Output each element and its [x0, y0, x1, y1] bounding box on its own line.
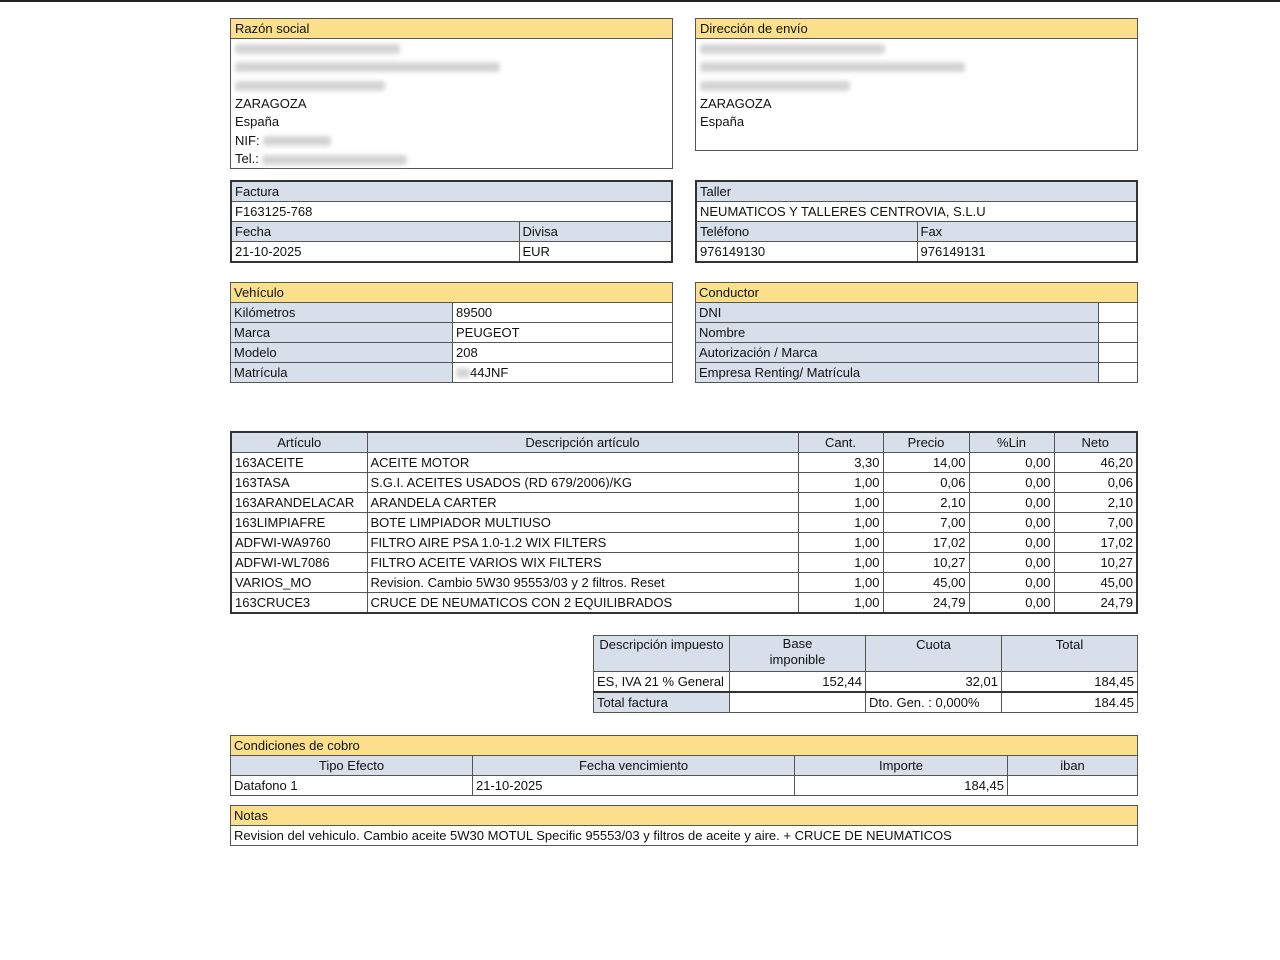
cobro-h-tipo: Tipo Efecto [231, 756, 473, 776]
cell-precio: 2,10 [883, 493, 969, 513]
razon-social-title: Razón social [231, 19, 672, 39]
redacted-plate [456, 368, 470, 378]
cell-descripcion: CRUCE DE NEUMATICOS CON 2 EQUILIBRADOS [367, 593, 798, 614]
direccion-envio-country: España [700, 114, 745, 129]
conductor-title: Conductor [696, 283, 1138, 303]
vehiculo-label: Marca [231, 323, 453, 343]
vehiculo-value-matricula [453, 363, 673, 383]
redacted-line [696, 39, 1137, 58]
cell-lin: 0,00 [969, 513, 1054, 533]
imp-h-total: Total [1002, 636, 1138, 672]
conductor-value [1099, 363, 1138, 383]
cell-descripcion: FILTRO ACEITE VARIOS WIX FILTERS [367, 553, 798, 573]
table-row [231, 553, 1137, 573]
cell-neto: 7,00 [1054, 513, 1137, 533]
cell-cant: 1,00 [798, 533, 883, 553]
cell-neto: 2,10 [1054, 493, 1137, 513]
imp-desc: ES, IVA 21 % General [594, 672, 730, 693]
table-row [231, 573, 1137, 593]
cell-cant: 1,00 [798, 573, 883, 593]
col-articulo: Artículo [231, 432, 367, 453]
total-factura-value: 184.45 [1002, 692, 1138, 713]
direccion-envio-city: ZARAGOZA [700, 95, 772, 111]
factura-divisa: EUR [519, 242, 672, 263]
cell-lin: 0,00 [969, 573, 1054, 593]
imp-h-cuota: Cuota [866, 636, 1002, 672]
redacted-line [231, 76, 672, 95]
cell-lin: 0,00 [969, 593, 1054, 614]
cell-descripcion: FILTRO AIRE PSA 1.0-1.2 WIX FILTERS [367, 533, 798, 553]
telefono-label: Teléfono [696, 222, 917, 242]
table-row [231, 453, 1137, 473]
table-row [231, 513, 1137, 533]
razon-social-tel [231, 150, 672, 169]
cobro-h-fecha: Fecha vencimiento [473, 756, 795, 776]
factura-block [230, 180, 673, 263]
razon-social-country: España [235, 114, 280, 129]
factura-title: Factura [231, 181, 672, 202]
table-row [231, 776, 1138, 796]
cobro-importe: 184,45 [795, 776, 1008, 796]
impuestos-block [593, 635, 1138, 713]
notas-block [230, 805, 1138, 846]
cell-lin: 0,00 [969, 553, 1054, 573]
cell-cant: 1,00 [798, 513, 883, 533]
col-cant: Cant. [798, 432, 883, 453]
imp-h-base-2: imponible [769, 652, 826, 667]
imp-base: 152,44 [730, 672, 866, 693]
vehiculo-value: PEUGEOT [453, 323, 673, 343]
razon-social-nif [231, 132, 672, 151]
cell-articulo: VARIOS_MO [231, 573, 367, 593]
notas-title: Notas [231, 806, 1138, 826]
taller-name: NEUMATICOS Y TALLERES CENTROVIA, S.L.U [696, 202, 1137, 222]
factura-fecha: 21-10-2025 [231, 242, 519, 263]
cell-descripcion: Revision. Cambio 5W30 95553/03 y 2 filtros. Reset [367, 573, 798, 593]
col-precio: Precio [883, 432, 969, 453]
imp-h-desc: Descripción impuesto [594, 636, 730, 672]
imp-h-base-1: Base [782, 636, 813, 651]
cobro-h-importe: Importe [795, 756, 1008, 776]
factura-number: F163125-768 [231, 202, 672, 222]
cell-lin: 0,00 [969, 453, 1054, 473]
cell-precio: 10,27 [883, 553, 969, 573]
cell-neto: 0,06 [1054, 473, 1137, 493]
table-row [231, 533, 1137, 553]
vehiculo-value: 208 [453, 343, 673, 363]
cell-descripcion: ARANDELA CARTER [367, 493, 798, 513]
conductor-label: DNI [696, 303, 1099, 323]
cell-articulo: 163TASA [231, 473, 367, 493]
conductor-label: Autorización / Marca [696, 343, 1099, 363]
cell-neto: 45,00 [1054, 573, 1137, 593]
col-neto: Neto [1054, 432, 1137, 453]
cell-cant: 1,00 [798, 553, 883, 573]
cobro-iban [1008, 776, 1138, 796]
table-row [231, 493, 1137, 513]
articulos-block [230, 431, 1138, 614]
cell-precio: 7,00 [883, 513, 969, 533]
notas-text: Revision del vehiculo. Cambio aceite 5W30 MOTUL Specific 95553/03 y filtros de aceite y aire. + CRUCE DE NEUMATICOS [231, 826, 1138, 846]
fecha-label: Fecha [231, 222, 519, 242]
total-factura-label: Total factura [594, 692, 730, 713]
dto-gen: Dto. Gen. : 0,000% [866, 692, 1002, 713]
redacted-line [696, 58, 1137, 77]
cobro-title: Condiciones de cobro [231, 736, 1138, 756]
cell-lin: 0,00 [969, 533, 1054, 553]
vehiculo-label: Kilómetros [231, 303, 453, 323]
cell-descripcion: S.G.I. ACEITES USADOS (RD 679/2006)/KG [367, 473, 798, 493]
razon-social-box [230, 18, 673, 169]
cell-articulo: ADFWI-WA9760 [231, 533, 367, 553]
conductor-value [1099, 343, 1138, 363]
cell-precio: 17,02 [883, 533, 969, 553]
vehiculo-value: 89500 [453, 303, 673, 323]
cell-articulo: 163LIMPIAFRE [231, 513, 367, 533]
taller-telefono: 976149130 [696, 242, 917, 263]
conductor-value [1099, 323, 1138, 343]
vehiculo-label: Matrícula [231, 363, 453, 383]
redacted-line [231, 39, 672, 58]
cell-articulo: 163ARANDELACAR [231, 493, 367, 513]
imp-cuota: 32,01 [866, 672, 1002, 693]
cell-cant: 3,30 [798, 453, 883, 473]
redacted-line [696, 76, 1137, 95]
cell-lin: 0,00 [969, 493, 1054, 513]
razon-social-city: ZARAGOZA [235, 95, 307, 111]
table-row [231, 473, 1137, 493]
imp-total: 184,45 [1002, 672, 1138, 693]
col-lin: %Lin [969, 432, 1054, 453]
fax-label: Fax [917, 222, 1137, 242]
cell-cant: 1,00 [798, 593, 883, 614]
cell-precio: 45,00 [883, 573, 969, 593]
cobro-tipo: Datafono 1 [231, 776, 473, 796]
cell-cant: 1,00 [798, 493, 883, 513]
conductor-block [695, 282, 1138, 383]
table-row [231, 593, 1137, 614]
vehiculo-label: Modelo [231, 343, 453, 363]
cell-neto: 24,79 [1054, 593, 1137, 614]
cell-precio: 14,00 [883, 453, 969, 473]
nif-label: NIF: [235, 132, 260, 148]
cell-descripcion: ACEITE MOTOR [367, 453, 798, 473]
divisa-label: Divisa [519, 222, 672, 242]
cell-articulo: 163ACEITE [231, 453, 367, 473]
cobro-block [230, 735, 1138, 796]
total-factura-empty [730, 692, 866, 713]
matricula-text: 44JNF [470, 364, 509, 380]
col-descripcion: Descripción artículo [367, 432, 798, 453]
vehiculo-block [230, 282, 673, 383]
conductor-value [1099, 303, 1138, 323]
cobro-fecha: 21-10-2025 [473, 776, 795, 796]
direccion-envio-title: Dirección de envío [696, 19, 1137, 39]
vehiculo-title: Vehículo [231, 283, 673, 303]
taller-fax: 976149131 [917, 242, 1137, 263]
cell-lin: 0,00 [969, 473, 1054, 493]
cell-neto: 17,02 [1054, 533, 1137, 553]
taller-title: Taller [696, 181, 1137, 202]
cell-precio: 0,06 [883, 473, 969, 493]
cell-articulo: 163CRUCE3 [231, 593, 367, 614]
top-border [0, 0, 1280, 2]
taller-block [695, 180, 1138, 263]
cell-cant: 1,00 [798, 473, 883, 493]
cell-precio: 24,79 [883, 593, 969, 614]
cell-neto: 10,27 [1054, 553, 1137, 573]
tel-label: Tel.: [235, 151, 259, 166]
conductor-label: Empresa Renting/ Matrícula [696, 363, 1099, 383]
redacted-line [231, 58, 672, 77]
cell-neto: 46,20 [1054, 453, 1137, 473]
cell-descripcion: BOTE LIMPIADOR MULTIUSO [367, 513, 798, 533]
cobro-h-iban: iban [1008, 756, 1138, 776]
cell-articulo: ADFWI-WL7086 [231, 553, 367, 573]
imp-h-base [730, 636, 866, 672]
conductor-label: Nombre [696, 323, 1099, 343]
direccion-envio-box [695, 18, 1138, 151]
